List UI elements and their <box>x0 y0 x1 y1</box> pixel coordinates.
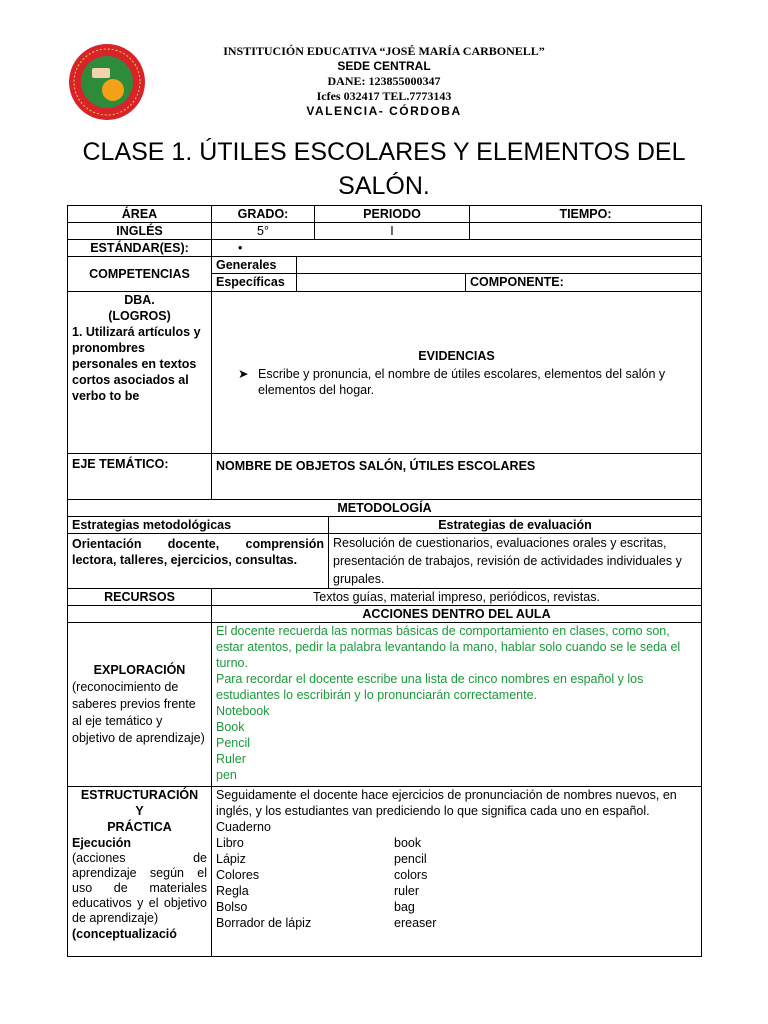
estandares-row <box>68 240 702 257</box>
translation-pair <box>216 851 697 867</box>
english-word: book <box>394 835 422 850</box>
estrategias-metodologicas-label: Estrategias metodológicas <box>68 516 329 533</box>
vocab-word: Notebook <box>216 703 270 718</box>
first-word: Cuaderno <box>216 819 271 834</box>
header-row <box>68 206 702 223</box>
competencias-subtable <box>212 257 701 291</box>
campus-name: SEDE CENTRAL <box>337 59 431 73</box>
practica-label: PRÁCTICA <box>107 819 172 834</box>
tiempo-header: TIEMPO: <box>470 206 702 223</box>
vocab-word: Pencil <box>216 735 251 750</box>
translation-pair <box>216 835 697 851</box>
translation-pair <box>216 915 697 931</box>
estructuracion-y: Y <box>135 803 144 818</box>
dba-logros: (LOGROS) <box>108 308 171 323</box>
dba-cell <box>68 291 212 453</box>
estandares-label: ESTÁNDAR(ES): <box>68 240 212 257</box>
spanish-word: Regla <box>216 883 249 898</box>
exploracion-label: EXPLORACIÓN <box>93 662 186 677</box>
ejecucion-label: Ejecución <box>72 835 132 850</box>
vocab-word: Book <box>216 719 245 734</box>
translation-pair <box>216 883 697 899</box>
arrow-bullet-icon: ➤ <box>238 366 249 381</box>
english-word: ereaser <box>394 915 437 930</box>
recursos-row <box>68 588 702 605</box>
area-value: INGLÉS <box>68 223 212 240</box>
componente-label: COMPONENTE: <box>466 274 701 291</box>
periodo-value: I <box>315 223 470 240</box>
exploracion-content <box>212 622 702 786</box>
exploracion-desc: (reconocimiento de saberes previos frente al eje temático y objetivo de aprendizaje) <box>72 679 205 745</box>
english-word: bag <box>394 899 415 914</box>
school-logo <box>66 42 148 122</box>
english-word: pencil <box>394 851 427 866</box>
grado-header: GRADO: <box>212 206 315 223</box>
spanish-word: Bolso <box>216 899 248 914</box>
dba-text: 1. Utilizará artículos y pronombres personales en textos cortos asociados al verbo to be <box>72 324 201 403</box>
lesson-plan-table <box>67 205 702 957</box>
area-header: ÁREA <box>68 206 212 223</box>
acciones-title: ACCIONES DENTRO DEL AULA <box>212 605 702 622</box>
vocab-word: pen <box>216 767 237 782</box>
estrategias-evaluacion-label: Estrategias de evaluación <box>329 516 702 533</box>
estrategias-evaluacion-value: Resolución de cuestionarios, evaluaciones orales y escritas, presentación de trabajos, revisión de actividades individuales y grupales. <box>329 533 702 588</box>
estructuracion-content <box>212 786 702 956</box>
english-word: ruler <box>394 883 420 898</box>
dba-row <box>68 291 702 453</box>
eje-label: EJE TEMÁTICO: <box>68 453 212 499</box>
eje-row <box>68 453 702 499</box>
vocab-word: Ruler <box>216 751 246 766</box>
school-header <box>150 44 618 119</box>
evidencias-item <box>216 366 697 398</box>
recursos-value: Textos guías, material impreso, periódicos, revistas. <box>212 588 702 605</box>
estandares-bullet: • <box>212 240 702 257</box>
spanish-word: Colores <box>216 867 260 882</box>
generales-label: Generales <box>212 257 296 274</box>
especificas-label: Específicas <box>212 274 296 291</box>
estructuracion-intro: Seguidamente el docente hace ejercicios de pronunciación de nombres nuevos, en inglés, y los estudiantes van prediciendo lo que significa cada uno en español. <box>216 787 677 818</box>
translation-pair <box>216 899 697 915</box>
exploracion-p2: Para recordar el docente escribe una lista de cinco nombres en español y los estudiantes lo escribirán y lo pronunciarán correctamente. <box>216 671 644 702</box>
english-word: colors <box>394 867 428 882</box>
logo-hand-shape <box>92 68 110 78</box>
evidencias-title: EVIDENCIAS <box>418 348 495 363</box>
eje-value: NOMBRE DE OBJETOS SALÓN, ÚTILES ESCOLARES <box>212 453 702 499</box>
tiempo-value <box>470 223 702 240</box>
estructuracion-row <box>68 786 702 956</box>
spanish-word: Borrador de lápiz <box>216 915 312 930</box>
grado-value: 5° <box>212 223 315 240</box>
metodologia-row <box>68 499 702 516</box>
estructuracion-cell <box>68 786 212 956</box>
evidencias-text: Escribe y pronuncia, el nombre de útiles escolares, elementos del salón y elementos del hogar. <box>258 366 666 397</box>
values-row <box>68 223 702 240</box>
metodologia-title: METODOLOGÍA <box>68 499 702 516</box>
evidencias-cell <box>212 291 702 453</box>
competencias-row <box>68 257 702 292</box>
logo-torch-shape <box>102 79 124 101</box>
estrategias-header-row <box>68 516 702 533</box>
estrategias-metodologicas-value: Orientación docente, comprensión lectora, talleres, ejercicios, consultas. <box>68 533 329 588</box>
acciones-row <box>68 605 702 622</box>
page-title: CLASE 1. ÚTILES ESCOLARES Y ELEMENTOS DEL SALÓN. <box>82 138 686 200</box>
school-name: INSTITUCIÓN EDUCATIVA “JOSÉ MARÍA CARBONELL” <box>223 44 545 58</box>
estructuracion-label: ESTRUCTURACIÓN <box>80 787 199 802</box>
dane-code: DANE: 123855000347 <box>327 74 441 88</box>
spanish-word: Lápiz <box>216 851 246 866</box>
conceptualizacion-label: (conceptualizació <box>72 926 177 941</box>
recursos-label: RECURSOS <box>68 588 212 605</box>
exploracion-cell <box>68 622 212 786</box>
competencias-label: COMPETENCIAS <box>68 257 212 292</box>
icfes-phone: Icfes 032417 TEL.7773143 <box>316 89 452 103</box>
exploracion-row <box>68 622 702 786</box>
periodo-header: PERIODO <box>315 206 470 223</box>
location: VALENCIA- CÓRDOBA <box>306 104 462 118</box>
spanish-word: Libro <box>216 835 244 850</box>
exploracion-p1: El docente recuerda las normas básicas de comportamiento en clases, como son, estar atentos, pedir la palabra levantando la mano, hablar solo cuando se le seda el turno. <box>216 623 681 670</box>
ejecucion-desc: (acciones de aprendizaje según el uso de materiales educativos y el objetivo de aprendizaje) <box>72 850 207 925</box>
translation-pair <box>216 867 697 883</box>
estrategias-values-row <box>68 533 702 588</box>
dba-title: DBA. <box>124 292 155 307</box>
